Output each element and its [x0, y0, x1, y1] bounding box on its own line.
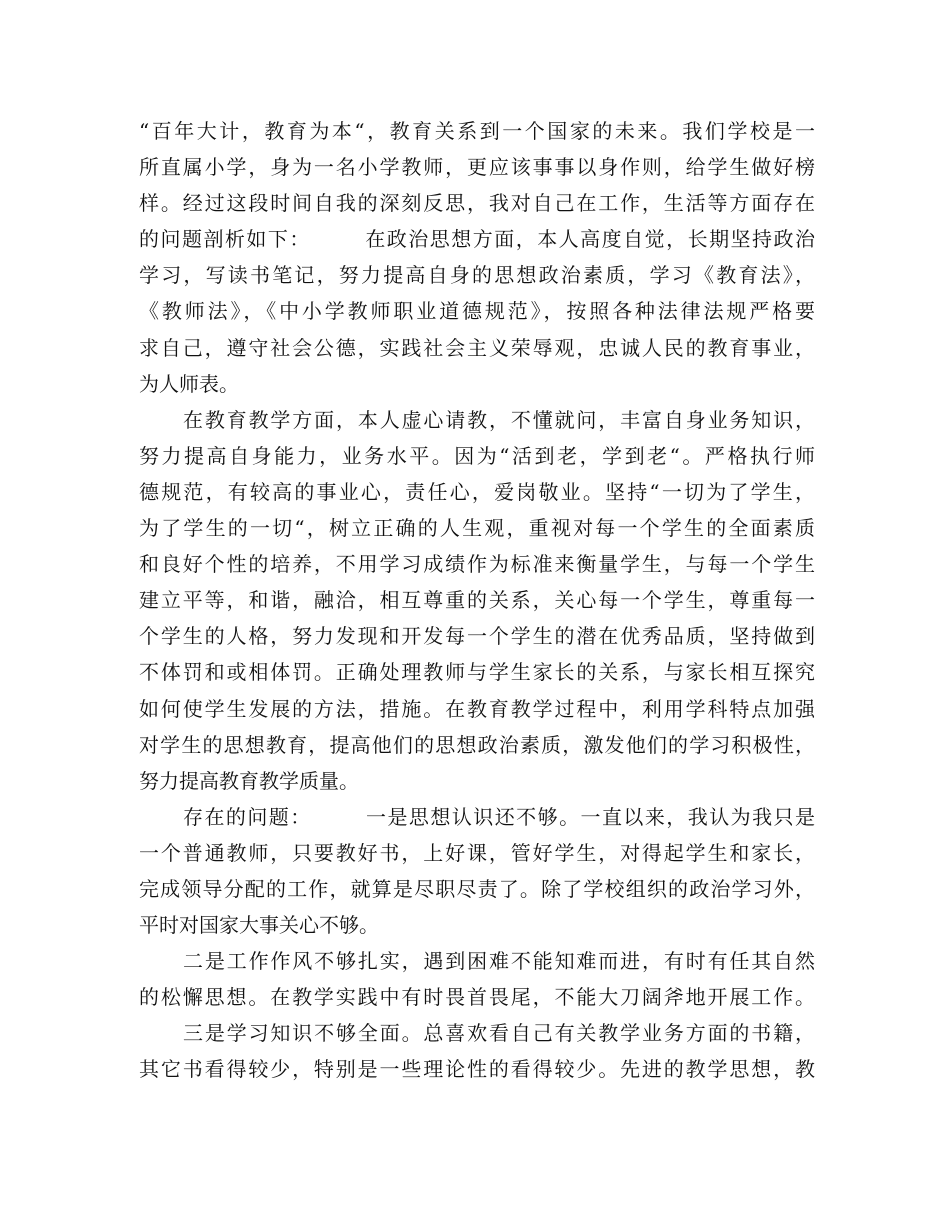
text-line: 努力提高自身能力，业务水平。因为“活到老，学到老“。严格执行师: [139, 443, 815, 468]
text-line: 和良好个性的培养，不用学习成绩作为标准来衡量学生，与每一个学生: [139, 552, 815, 577]
text-line: 学习，写读书笔记，努力提高自身的思想政治素质，学习《教育法》，: [139, 263, 815, 288]
text-line: 完成领导分配的工作，就算是尽职尽责了。除了学校组织的政治学习外，: [139, 876, 815, 901]
text-line: 所直属小学，身为一名小学教师，更应该事事以身作则，给学生做好榜: [139, 155, 815, 180]
text-line: 的问题剖析如下： 在政治思想方面，本人高度自觉，长期坚持政治: [139, 227, 815, 252]
text-line: 一个普通教师，只要教好书，上好课，管好学生，对得起学生和家长，: [139, 840, 815, 865]
paragraph-first-line: 二是工作作风不够扎实，遇到困难不能知难而进，有时有任其自然: [183, 949, 815, 974]
text-line: 德规范，有较高的事业心，责任心，爱岗敬业。坚持“一切为了学生，: [139, 479, 815, 504]
text-line: 其它书看得较少，特别是一些理论性的看得较少。先进的教学思想，教: [139, 1057, 815, 1082]
text-line: 为人师表。: [139, 371, 239, 396]
text-line: 的松懈思想。在教学实践中有时畏首畏尾，不能大刀阔斧地开展工作。: [139, 985, 815, 1010]
paragraph-first-line: 在教育教学方面，本人虚心请教，不懂就问，丰富自身业务知识，: [183, 407, 815, 432]
document-body: [139, 113, 815, 1088]
text-line: “百年大计，教育为本“，教育关系到一个国家的未来。我们学校是一: [139, 119, 815, 143]
text-line: 样。经过这段时间自我的深刻反思，我对自己在工作，生活等方面存在: [139, 191, 815, 216]
text-line: 为了学生的一切“，树立正确的人生观，重视对每一个学生的全面素质: [139, 516, 815, 541]
paragraph-first-line: 存在的问题： 一是思想认识还不够。一直以来，我认为我只是: [183, 804, 815, 829]
text-line: 不体罚和或相体罚。正确处理教师与学生家长的关系，与家长相互探究: [139, 660, 815, 685]
text-line: 对学生的思想教育，提高他们的思想政治素质，激发他们的学习积极性，: [139, 732, 815, 757]
paragraph-first-line: 三是学习知识不够全面。总喜欢看自己有关教学业务方面的书籍，: [183, 1021, 815, 1046]
text-line: 建立平等，和谐，融洽，相互尊重的关系，关心每一个学生，尊重每一: [139, 588, 815, 613]
text-line: 平时对国家大事关心不够。: [139, 913, 379, 938]
text-line: 个学生的人格，努力发现和开发每一个学生的潜在优秀品质，坚持做到: [139, 624, 815, 649]
text-line: 努力提高教育教学质量。: [139, 768, 359, 793]
text-line: 如何使学生发展的方法，措施。在教育教学过程中，利用学科特点加强: [139, 696, 815, 721]
text-line: 《教师法》，《中小学教师职业道德规范》，按照各种法律法规严格要: [139, 299, 815, 324]
text-line: 求自己，遵守社会公德，实践社会主义荣辱观，忠诚人民的教育事业，: [139, 335, 815, 360]
